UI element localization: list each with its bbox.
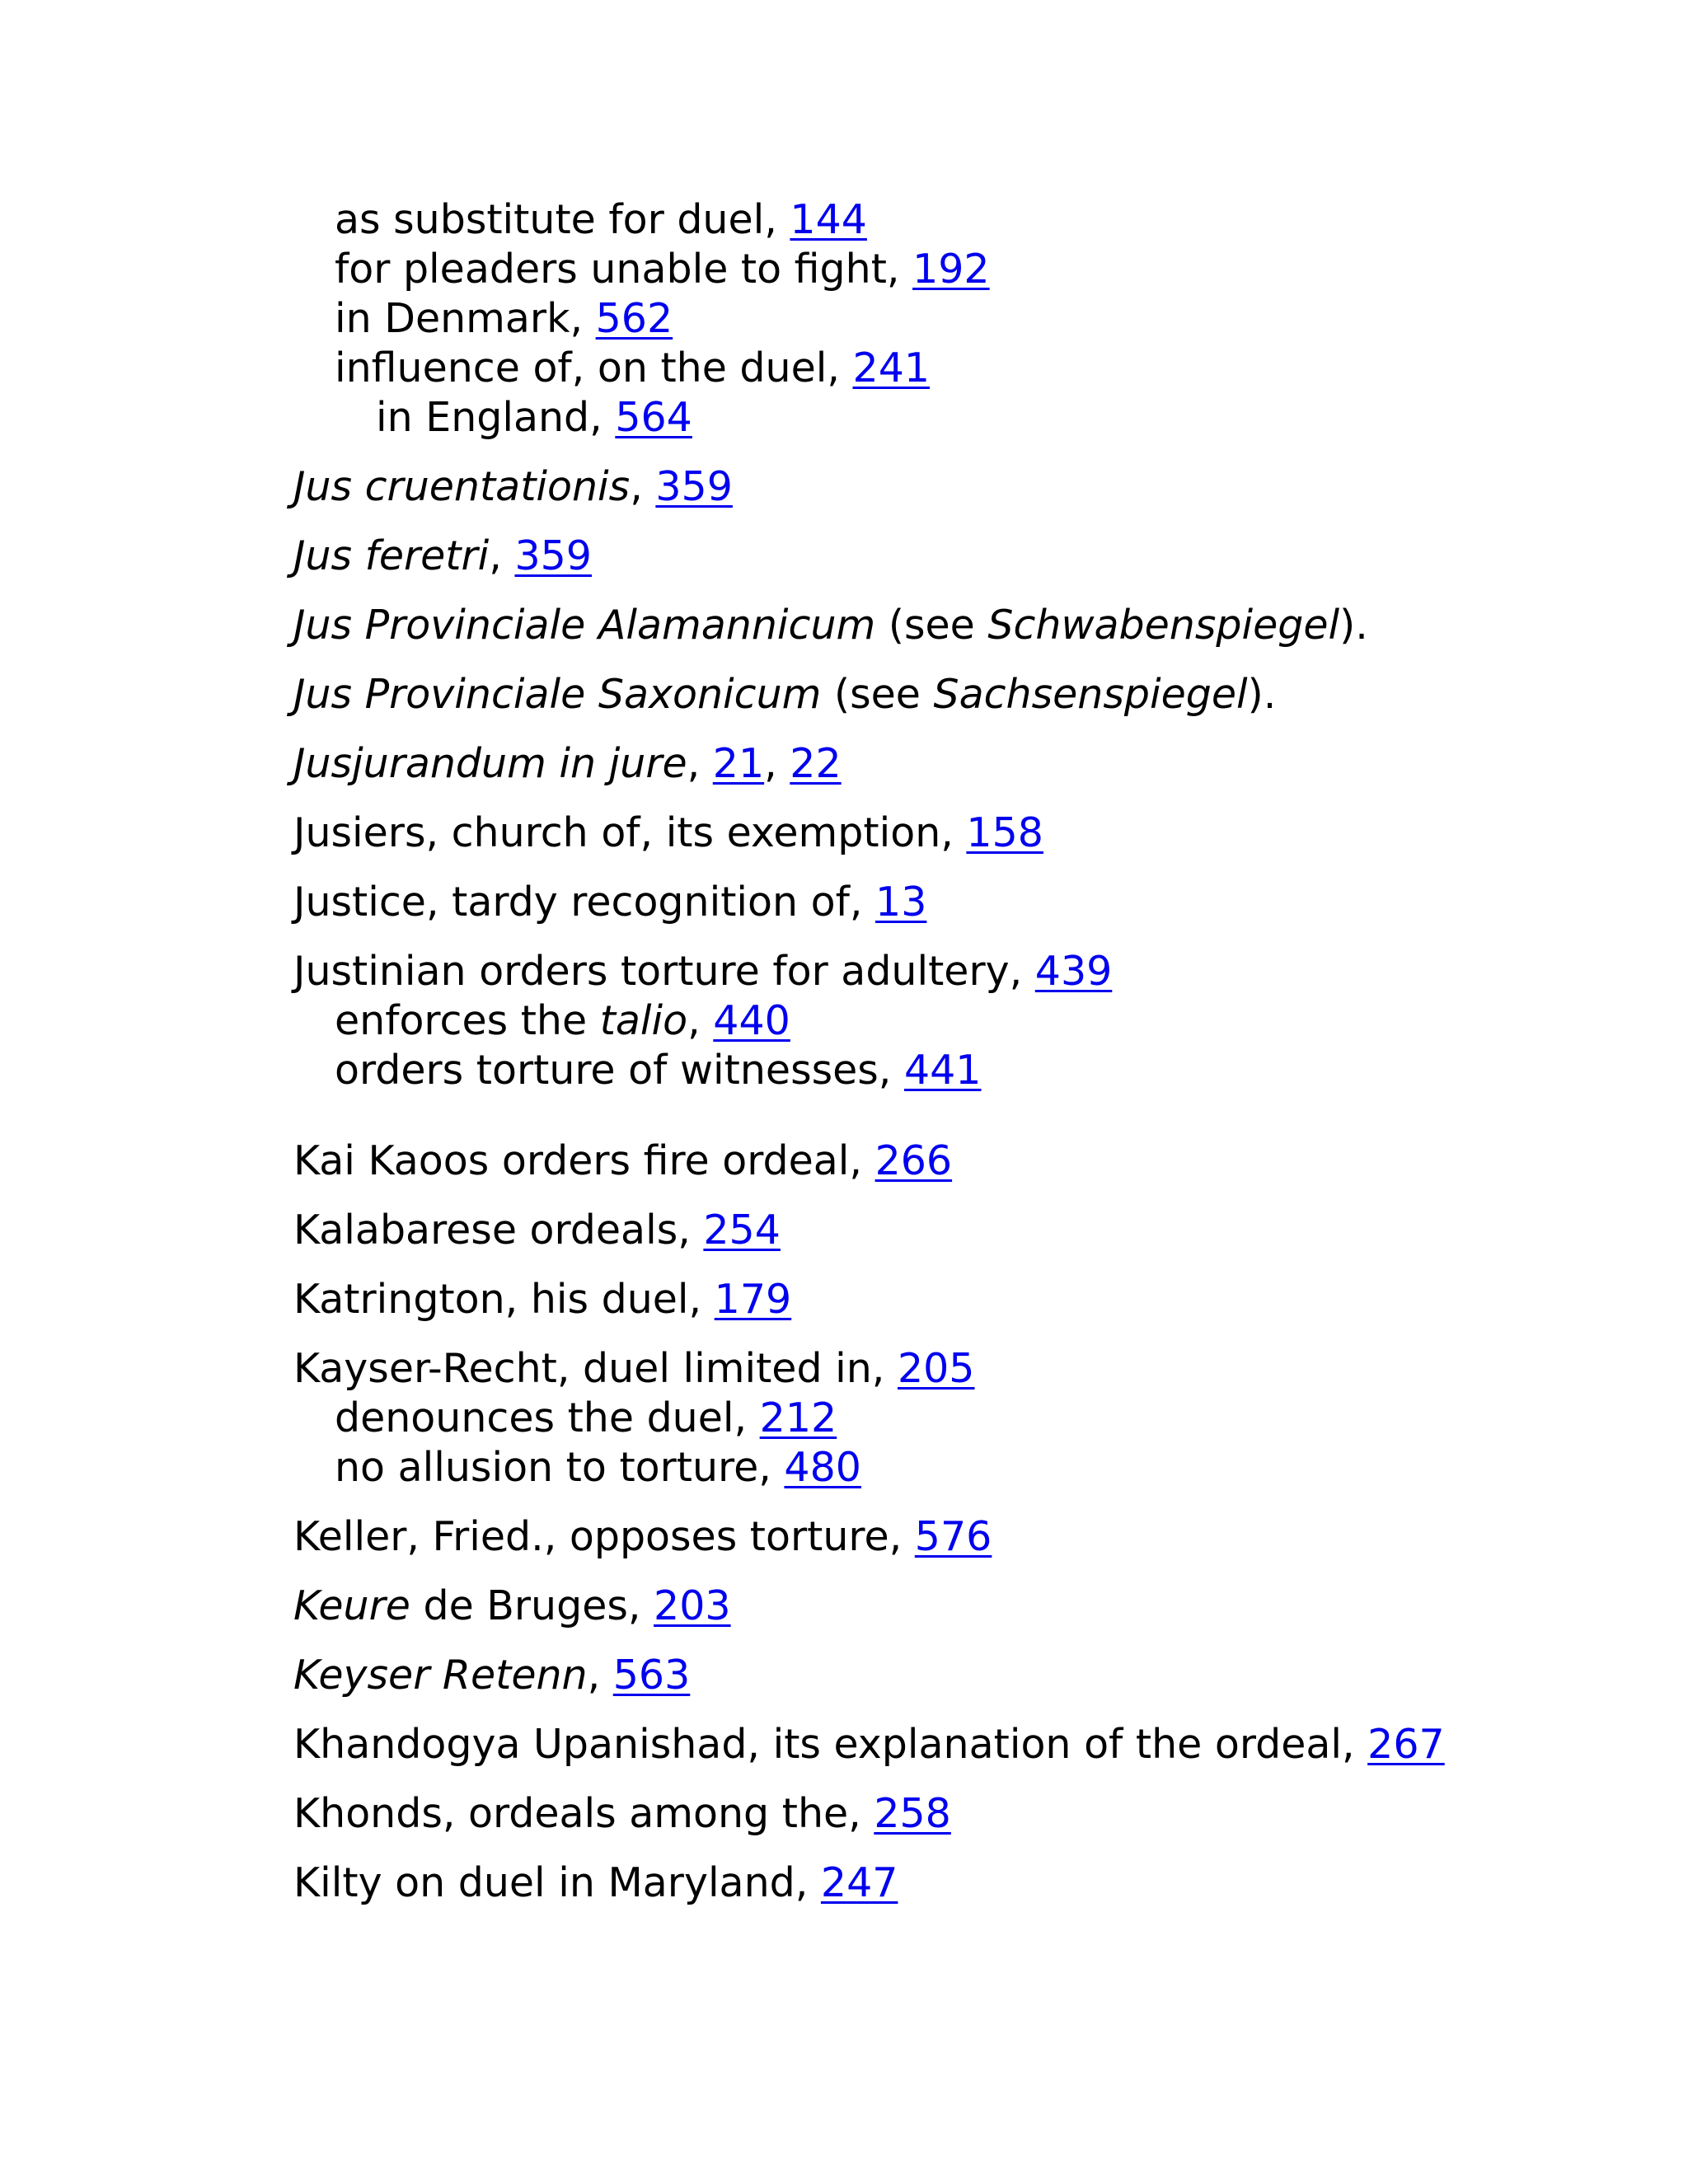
entry-text: influence of, on the duel, <box>335 344 853 391</box>
entry-text: for pleaders unable to fight, <box>335 246 913 293</box>
page-link[interactable]: 266 <box>874 1137 953 1184</box>
index-entry <box>293 1720 1645 1769</box>
entry-separator: , <box>687 740 713 787</box>
index-subentry <box>293 344 1645 393</box>
index-page <box>293 195 1645 1908</box>
index-entry <box>293 878 1645 927</box>
page-link[interactable]: 254 <box>703 1207 781 1254</box>
entry-see: (see <box>821 671 934 718</box>
index-entry <box>293 670 1645 719</box>
page-link[interactable]: 158 <box>966 809 1043 856</box>
index-subentry <box>293 996 1645 1046</box>
entry-text: Justice, tardy recognition of, <box>293 879 876 926</box>
page-link[interactable]: 203 <box>654 1582 731 1629</box>
index-entry <box>293 1206 1645 1255</box>
entry-term: Jus feretri <box>293 532 490 579</box>
index-subentry <box>293 294 1645 344</box>
entry-term: talio <box>599 997 688 1044</box>
index-entry <box>293 462 1645 512</box>
index-entry <box>293 1344 1645 1394</box>
entry-end: ). <box>1247 671 1277 718</box>
page-link[interactable]: 13 <box>875 879 927 926</box>
entry-text: Kai Kaoos orders fire ordeal, <box>293 1137 875 1184</box>
entry-text: enforces the <box>335 997 600 1044</box>
entry-separator: , <box>587 1652 613 1699</box>
entry-text: Kilty on duel in Maryland, <box>293 1859 821 1906</box>
page-link[interactable]: 359 <box>514 532 592 579</box>
page-link[interactable]: 179 <box>714 1276 792 1323</box>
index-entry <box>293 532 1645 581</box>
entry-separator: , <box>489 532 515 579</box>
index-entry <box>293 739 1645 789</box>
page-link[interactable]: 439 <box>1034 948 1113 995</box>
page-separator: , <box>764 740 790 787</box>
page-link[interactable]: 21 <box>712 740 765 787</box>
page-link[interactable]: 441 <box>903 1047 982 1094</box>
index-entry <box>293 1275 1645 1324</box>
index-entry <box>293 1651 1645 1700</box>
index-entry <box>293 1137 1645 1186</box>
page-link[interactable]: 440 <box>713 997 790 1044</box>
entry-separator: , <box>687 997 714 1044</box>
index-entry <box>293 1858 1645 1908</box>
entry-end: ). <box>1339 602 1368 649</box>
page-link[interactable]: 22 <box>790 740 842 787</box>
index-subentry <box>293 195 1645 245</box>
entry-text: Kalabarese ordeals, <box>293 1207 704 1254</box>
entry-text: in Denmark, <box>335 295 596 342</box>
page-link[interactable]: 564 <box>615 394 692 441</box>
entry-term: Keure <box>293 1582 410 1629</box>
entry-text: orders torture of witnesses, <box>335 1047 904 1094</box>
entry-text: Kayser-Recht, duel limited in, <box>293 1345 898 1392</box>
page-link[interactable]: 144 <box>790 196 867 243</box>
page-link[interactable]: 576 <box>914 1513 992 1560</box>
index-entry <box>293 1789 1645 1839</box>
index-entry <box>293 808 1645 858</box>
index-entry <box>293 1512 1645 1562</box>
page-link[interactable]: 247 <box>820 1859 898 1906</box>
index-entry <box>293 947 1645 996</box>
entry-text: Justinian orders torture for adultery, <box>293 948 1035 995</box>
page-link[interactable]: 241 <box>852 344 931 391</box>
entry-text: Katrington, his duel, <box>293 1276 715 1323</box>
entry-term: Keyser Retenn <box>293 1652 588 1699</box>
entry-term: Jus cruentationis <box>293 463 631 510</box>
page-link[interactable]: 562 <box>595 295 673 342</box>
page-link[interactable]: 359 <box>655 463 733 510</box>
entry-see: (see <box>875 602 988 649</box>
page-link[interactable]: 480 <box>784 1444 861 1491</box>
page-link[interactable]: 267 <box>1367 1721 1445 1768</box>
entry-text: de Bruges, <box>410 1582 654 1629</box>
entry-term: Jus Provinciale Saxonicum <box>293 671 822 718</box>
index-subentry <box>293 245 1645 294</box>
entry-text: as substitute for duel, <box>335 196 790 243</box>
page-link[interactable]: 563 <box>612 1652 691 1699</box>
entry-term: Jusjurandum in jure <box>293 740 687 787</box>
page-link[interactable]: 212 <box>759 1394 837 1441</box>
entry-text: in England, <box>376 394 616 441</box>
entry-cross-reference: Schwabenspiegel <box>987 602 1340 649</box>
entry-text: Khandogya Upanishad, its explanation of the ordeal, <box>293 1721 1368 1768</box>
index-subsubentry <box>293 393 1645 443</box>
page-link[interactable]: 192 <box>912 246 990 293</box>
entry-text: no allusion to torture, <box>335 1444 785 1491</box>
index-subentry <box>293 1046 1645 1095</box>
index-subentry <box>293 1394 1645 1443</box>
entry-text: Khonds, ordeals among the, <box>293 1790 874 1837</box>
index-entry <box>293 1582 1645 1631</box>
entry-cross-reference: Sachsenspiegel <box>933 671 1248 718</box>
entry-text: denounces the duel, <box>335 1394 760 1441</box>
entry-text: Keller, Fried., opposes torture, <box>293 1513 915 1560</box>
entry-separator: , <box>630 463 656 510</box>
page-link[interactable]: 258 <box>874 1790 951 1837</box>
entry-text: Jusiers, church of, its exemption, <box>293 809 967 856</box>
page-link[interactable]: 205 <box>897 1345 975 1392</box>
entry-term: Jus Provinciale Alamannicum <box>293 602 876 649</box>
index-subentry <box>293 1443 1645 1493</box>
index-entry <box>293 601 1645 650</box>
